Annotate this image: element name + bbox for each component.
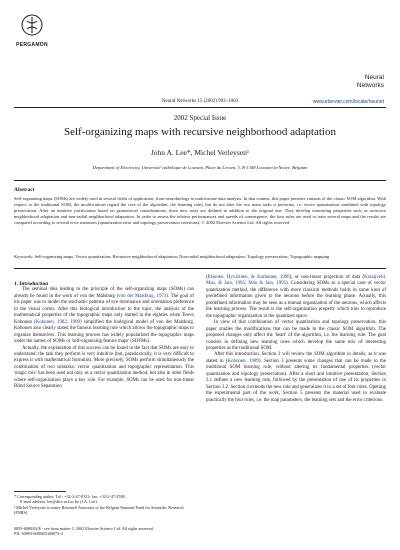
paragraph: The seminal idea leading to the principle of the self-organizing maps (SOMs) can already be found in the work of von der Malsburg (von der Malsburg, 1973). The goal of his paper was to model the stochastic patterns of eye dominance and orientation preference in the visual cortex. After this biological introduction to the topic, the analysis of the mathematical properties of the topographic maps only started in the eighties when Teuvo Kohonen (Kohonen, 1982, 1989) simplified the biological model of von der Malsburg. Kohonen also clearly stated the famous learning rule which allows the topographic maps to organize themselves. This learning process has widely popularized the topographic maps under the names of SOMs or 'self-organizing feature maps' (SOFMs). [14,287,194,345]
journal-name-line1: Neural [364,74,384,81]
journal-name-line2: Networks [356,82,384,89]
keywords-text: Self-organizing maps; Vector quantization; Recursive neighborhood adaptation; Non-radial neighborhood adaptation; Topology preservation; Topographic mapping [34,254,330,259]
paper-title: Self-organizing maps with recursive neighborhood adaptation [64,126,336,138]
keywords [14,254,386,260]
left-column [14,281,194,391]
paragraph: In view of that combination of vector quantization and topology preservation, this paper studies the modifications that can be made to the classic SOM algorithm. The proposed changes only affect the 'heart' of the algorithm, i.e. the learning rule. The goal consists in defining new learning rules which develop the same mix of interesting properties as the traditional SOM. [206,320,386,351]
section-heading: 1. Introduction [14,281,49,287]
right-column [206,275,386,404]
special-issue-label: 2002 Special Issue [173,114,227,122]
keywords-label: Keywords: [14,254,34,259]
publisher-logo [14,14,50,48]
paragraph: After this introduction, Section 2 will review the SOM algorithm in details, as it was stated in (Kohonen, 1989). Section 3 presents some changes that can be made to the traditional SOM learning rule, without altering its fundamental properties (vector quantization and topology preservation). After a short and intuitive presentation, Section 3.1 defines a new learning rule, followed by the presentation of one of its properties in Section 3.2. Section 4 extends the new rule and generalizes it to a set of four rules. Opening the experimental part of the work, Section 5 presents the material used to evaluate practically the four rules, i.e. the map parameters, the learning sets and the error criterions. [206,352,386,403]
pergamon-logo-icon [21,14,43,36]
page-footer [14,526,154,537]
citation-link[interactable]: Pajunen, Hyvärinen, & Karhunen, 1996 [207,275,290,280]
paragraph: Actually, the explanation of this success can be found in the fact that SOMs are easy to understand: the task they perform is very intuitive (but, paradoxically, it is very difficult to express it with mathematical formulas). More precisely, SOMs perform simultaneously the combination of two subtasks: vector quantization and topographic representation. This 'magic mix' has been used not only as a vector quantization method, but also in other fields where self-organization plays a key role. For example, SOMs can be used for non-linear Blind Source Separation [14,345,194,390]
footnote-fnrs: ¹ Michel Verleysen is senior Research Associate of the Belgian National Fund for Scientific Research (FNRS). [14,504,184,516]
affiliation: Department of Electricity, Université catholique de Louvain, Place du Levant, 3, B-1348 Louvain-la-Neuve, Belgium [92,165,308,170]
footnotes [14,494,196,516]
citation-link[interactable]: Kohonen, 1989 [227,358,259,364]
author-list: John A. Lee*, Michel Verleysen¹ [150,148,250,157]
footnote-rule [14,491,66,492]
paragraph: (Pajunen, Hyvärinen, & Karhunen, 1996), or non-linear projection of data (Kraaijveld, Mao, & Jain, 1995; Mao & Jain, 1995). Considering SOMs as a special case of vector quantization method, the difference with more classical methods holds in some kind of predefined information given to the neurons before the learning phase. Actually, this predefined information may be seen as a mutual organization of the neurons, which affects the learning process. The result is the self-organization property which tries to reproduce the topographic organization in the quantized space. [206,275,386,319]
abstract-text: Self-organizing maps (SOMs) are widely used in several fields of application, from neurobiology to multivariate data analysis. In that context, this paper presents variants of the classic SOM algorithm. With respect to the traditional SOM, the modifications regard the core of the algorithm, the learning rule), but do not alter the two main tasks it performs, i.e. vector quantization combined with topology preservation. After an intuitive justification based on geometrical considerations, three new rules are defined in addition to the original one. They develop interesting properties such as recursive neighborhood adaptation and non-radial neighborhood adaptation. In order to assess the relative performances and speeds of convergence, the four rules are used to train several maps and the results are compared according to several error measures (quantization error and topology preservation criterions). © 2002 Elsevier Science Ltd. All rights reserved. [14,196,386,225]
abstract-heading: Abstract [14,187,35,193]
header-rule [14,107,386,108]
journal-citation: Neural Networks 15 (2002) 993–1003 [161,99,239,104]
copyright-line: 0893-6080/02/$ - see front matter © 2002 Elsevier Science Ltd. All rights reserved. [14,526,154,531]
citation-link[interactable]: Kohonen, 1982, 1989 [35,319,80,325]
pii-line: PII: S0893-6080(02)00073-4 [14,531,63,537]
journal-url-link[interactable]: www.elsevier.com/locate/neunet [312,99,384,105]
journal-name [357,74,384,90]
abstract-top-rule [14,180,386,181]
abstract-bottom-rule [14,268,386,269]
citation-link[interactable]: Kraaijveld, Mao, & Jain, 1995; Mao & Jain, 1995 [206,275,386,287]
footnote-email: E-mail address: lee@dice.ucl.ac.be (J.A. Lee). [20,499,98,505]
footnote-corresponding: * Corresponding author. Tel.: +32-2-47-8133; fax: +32-2-47-2598. [14,494,126,499]
publisher-name: PERGAMON [16,42,48,48]
citation-link[interactable]: von der Malsburg, 1973 [118,293,167,299]
